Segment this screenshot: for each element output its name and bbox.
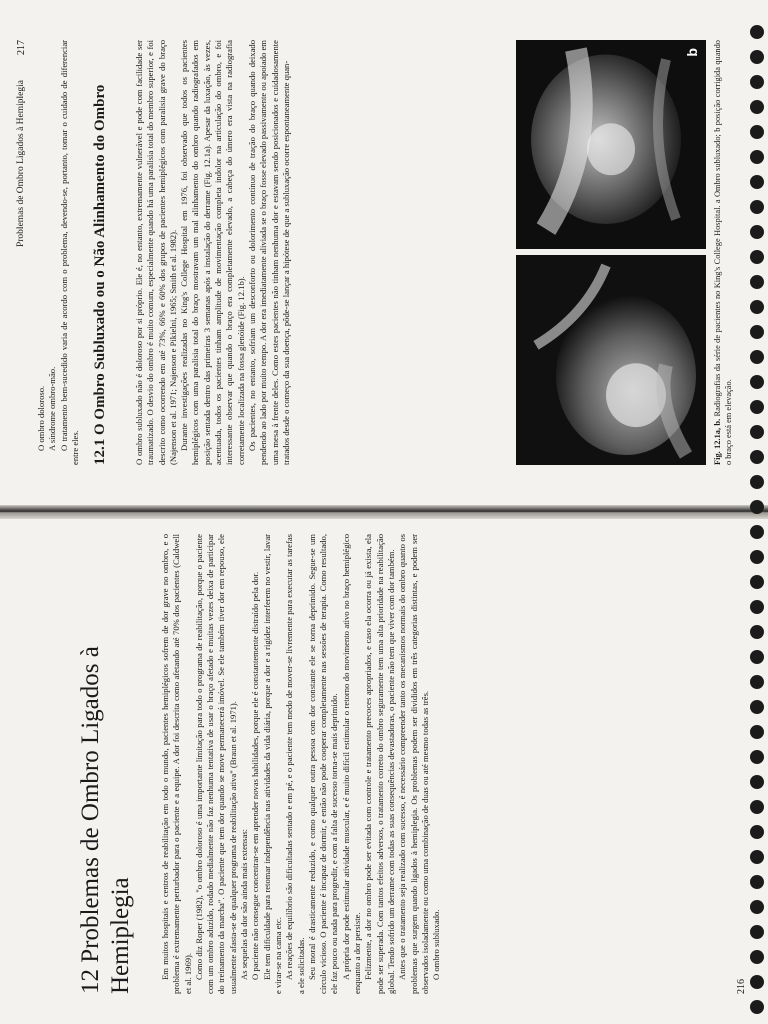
binding-hole	[750, 250, 764, 264]
binding-hole	[750, 200, 764, 214]
left-body-paragraph: O paciente não consegue concentrar-se em aprender novas habilidades, porque ele é constantemente distraído pela dor.	[250, 571, 261, 980]
binding-hole	[750, 100, 764, 114]
left-body-paragraph: Antes que o tratamento seja realizado com sucesso, é necessário compreender tanto os mecanismos normais do ombro quanto os problemas que surgem quando ligados à hemiplegia. Os problemas podem ser divididos em três categorias distintas, e podem ser observados isoladamente ou como uma combinação de duas ou até mesmo todas as três.	[397, 534, 430, 994]
left-body-paragraph: Felizmente, a dor no ombro pode ser evitada com controle e tratamento precoces apropriados, e caso ela ocorra ou já exista, ela pode ser superada. Com tantos efeitos adversos, o tratamento correto do ombro seguramente tem uma alta prioridade na reabilitação global. Tendo sofrido um derrame com todas as suas consequências devastadoras, o paciente não tem que viver com dor também.	[363, 534, 396, 994]
binding-hole	[750, 600, 764, 614]
left-body-paragraph: O ombro subluxado.	[431, 909, 442, 980]
binding-hole	[750, 500, 764, 514]
right-intro-text	[36, 40, 81, 465]
binding-hole	[750, 675, 764, 689]
right-body-paragraph: Os pacientes, no entanto, sofriam um desconforto ou dolorimento contínuo de tração do braço quando deixado pendendo ao lado por muito tempo. A dor era imediatamente aliviada se o braço fosse elevado passivamente ou apoiado em uma mesa à frente deles. Como estes pacientes não tinham nenhuma dor e estavam sendo posicionados e cuidadosamente tratados desde o começo da sua doença, pôde-se lançar a hipótese de que a subluxação ocorre espontaneamente quan-	[246, 40, 291, 465]
binding-hole	[750, 325, 764, 339]
page-number-right: 217	[16, 40, 27, 55]
binding-hole	[750, 850, 764, 864]
left-body-paragraph: Ele tem dificuldade para retomar independência nas atividades da vida diária, porque a dor e a rigidez interferem no vestir, lavar e virar-se na cama etc.	[261, 534, 283, 994]
binding-hole	[750, 300, 764, 314]
right-body-text	[134, 40, 292, 465]
binding-hole	[750, 900, 764, 914]
left-body-paragraph: As sequelas da dor são ainda mais extensas:	[239, 828, 250, 980]
binding-hole	[750, 150, 764, 164]
binding-hole	[750, 750, 764, 764]
binding-hole	[750, 925, 764, 939]
binding-hole	[750, 1000, 764, 1014]
left-body-paragraph: Seu moral é drasticamente reduzido, e como qualquer outra pessoa com dor constante ele se torna deprimido. Segue-se um círculo vicioso. O paciente é incapaz de dormir, e então não pode cooperar completamente nas sessões de terapia. Como resultado, ele faz pouco ou nada para progredir, e com a falta de sucesso torna-se mais deprimido.	[306, 534, 340, 994]
binding-hole	[750, 175, 764, 189]
binding-holes	[744, 0, 768, 1024]
binding-hole	[750, 225, 764, 239]
caption-text: Radiografias da série de pacientes no King's College Hospital. a Ombro subluxado; b posição corrigida quando o braço está em elevação.	[713, 40, 733, 465]
running-head: Problemas de Ombro Ligados à Hemiplegia	[16, 80, 26, 248]
binding-hole	[750, 950, 764, 964]
binding-hole	[750, 475, 764, 489]
binding-hole	[750, 975, 764, 989]
right-page	[0, 0, 768, 505]
figure-caption	[712, 40, 734, 465]
binding-hole	[750, 75, 764, 89]
right-body-paragraph: O ombro subluxado não é doloroso por si próprio. Ele é, no entanto, extremamente vulnerável e pode com facilidade ser traumatizado. O desvio do ombro é muito comum, especialmente quando há uma paralisia total do membro superior, e foi descrito como ocorrendo em até 73%, 66% e 60% dos grupos de pacientes hemiplégicos com paralisia grave do braço (Najenson et al. 1971; Najenson e Pikielni, 1965; Smith et al. 1982).	[134, 40, 178, 465]
right-intro-paragraph: O tratamento bem-sucedido varia de acordo com o problema, devendo-se, portanto, tomar o cuidado de diferenciar entre eles.	[58, 40, 80, 465]
binding-hole	[750, 25, 764, 39]
binding-hole	[750, 875, 764, 889]
left-page	[0, 519, 768, 1024]
page-number-left: 216	[736, 979, 747, 994]
right-body-paragraph: Durante investigações realizadas no King's College Hospital em 1976, foi observado que todos os pacientes hemiplégicos com uma paralisia total do braço mostravam um mal alinhamento do ombro quando radiografados em posição sentada dentro das primeiras 3 semanas após a instalação do derrame (Fig. 12.1a). Apesar da luxação, às vezes, acentuada, todos os pacientes tinham amplitude de movimentação completa indolor na articulação do ombro, e foi interessante observar que quando o braço era completamente elevado, a cabeça do úmero era vista na radiografia corretamente localizada na fossa glenóide (Fig. 12.1b).	[179, 40, 246, 465]
binding-hole	[750, 400, 764, 414]
left-body-paragraph: Em muitos hospitais e centros de reabilitação em todo o mundo, pacientes hemiplégicos sofrem de dor grave no ombro, e o problema é extremamente perturbador para o paciente e a equipe. A dor foi descrita como afetando até 70% dos pacientes (Caldwell et al. 1969).	[160, 534, 193, 994]
figure-12-1	[516, 40, 706, 465]
xray-subluxed-shoulder-image	[516, 256, 706, 466]
binding-hole	[750, 650, 764, 664]
left-body-paragraph: As reações de equilíbrio são dificultadas sentado e em pé, e o paciente tem medo de mover-se livremente para executar as tarefas a ele solicitadas.	[284, 534, 306, 994]
binding-hole	[750, 525, 764, 539]
binding-hole	[750, 725, 764, 739]
binding-hole	[750, 625, 764, 639]
binding-hole	[750, 350, 764, 364]
left-body-paragraph: A própria dor pode estimular atividade muscular, e é muito difícil estimular o retorno do movimento ativo no braço hemiplégico enquanto a dor persiste.	[340, 534, 363, 994]
binding-hole	[750, 700, 764, 714]
book-gutter	[0, 505, 768, 519]
figure-label-b: b	[684, 48, 700, 57]
binding-hole	[750, 450, 764, 464]
binding-hole	[750, 375, 764, 389]
binding-hole	[750, 575, 764, 589]
right-intro-paragraph: O ombro doloroso.	[36, 385, 46, 451]
binding-hole	[750, 550, 764, 564]
section-heading: 12.1 O Ombro Subluxado ou o Não Alinhamento do Ombro	[92, 84, 108, 465]
right-intro-paragraph: A síndrome ombro-mão.	[47, 366, 58, 451]
binding-hole	[750, 425, 764, 439]
binding-hole	[750, 50, 764, 64]
binding-hole	[750, 825, 764, 839]
binding-hole	[750, 775, 764, 789]
xray-image-b	[516, 40, 706, 250]
xray-image-a	[516, 256, 706, 466]
binding-hole	[750, 125, 764, 139]
binding-hole	[750, 800, 764, 814]
left-body-paragraph: Como diz Roper (1982), "o ombro doloroso é uma importante limitação para todo o programa de reabilitação, porque o paciente com um ombro aduzido, rodado medialmente não faz nenhuma tentativa de usar o braço afetado e muitas vezes deixa de participar do treinamento da marcha". O paciente que tem dor quando se move permanecerá imóvel. Se ele também tiver dor em repouso, ele usualmente afasta-se de qualquer programa de reabilitação ativa" (Braun et al. 1971).	[193, 534, 238, 994]
binding-hole	[750, 275, 764, 289]
xray-elevated-arm-image	[516, 40, 706, 250]
left-body-text	[160, 534, 442, 994]
chapter-title: 12 Problemas de Ombro Ligados à Hemiplegia	[77, 646, 134, 994]
caption-figure-ref: Fig. 12.1a, b.	[713, 418, 722, 465]
